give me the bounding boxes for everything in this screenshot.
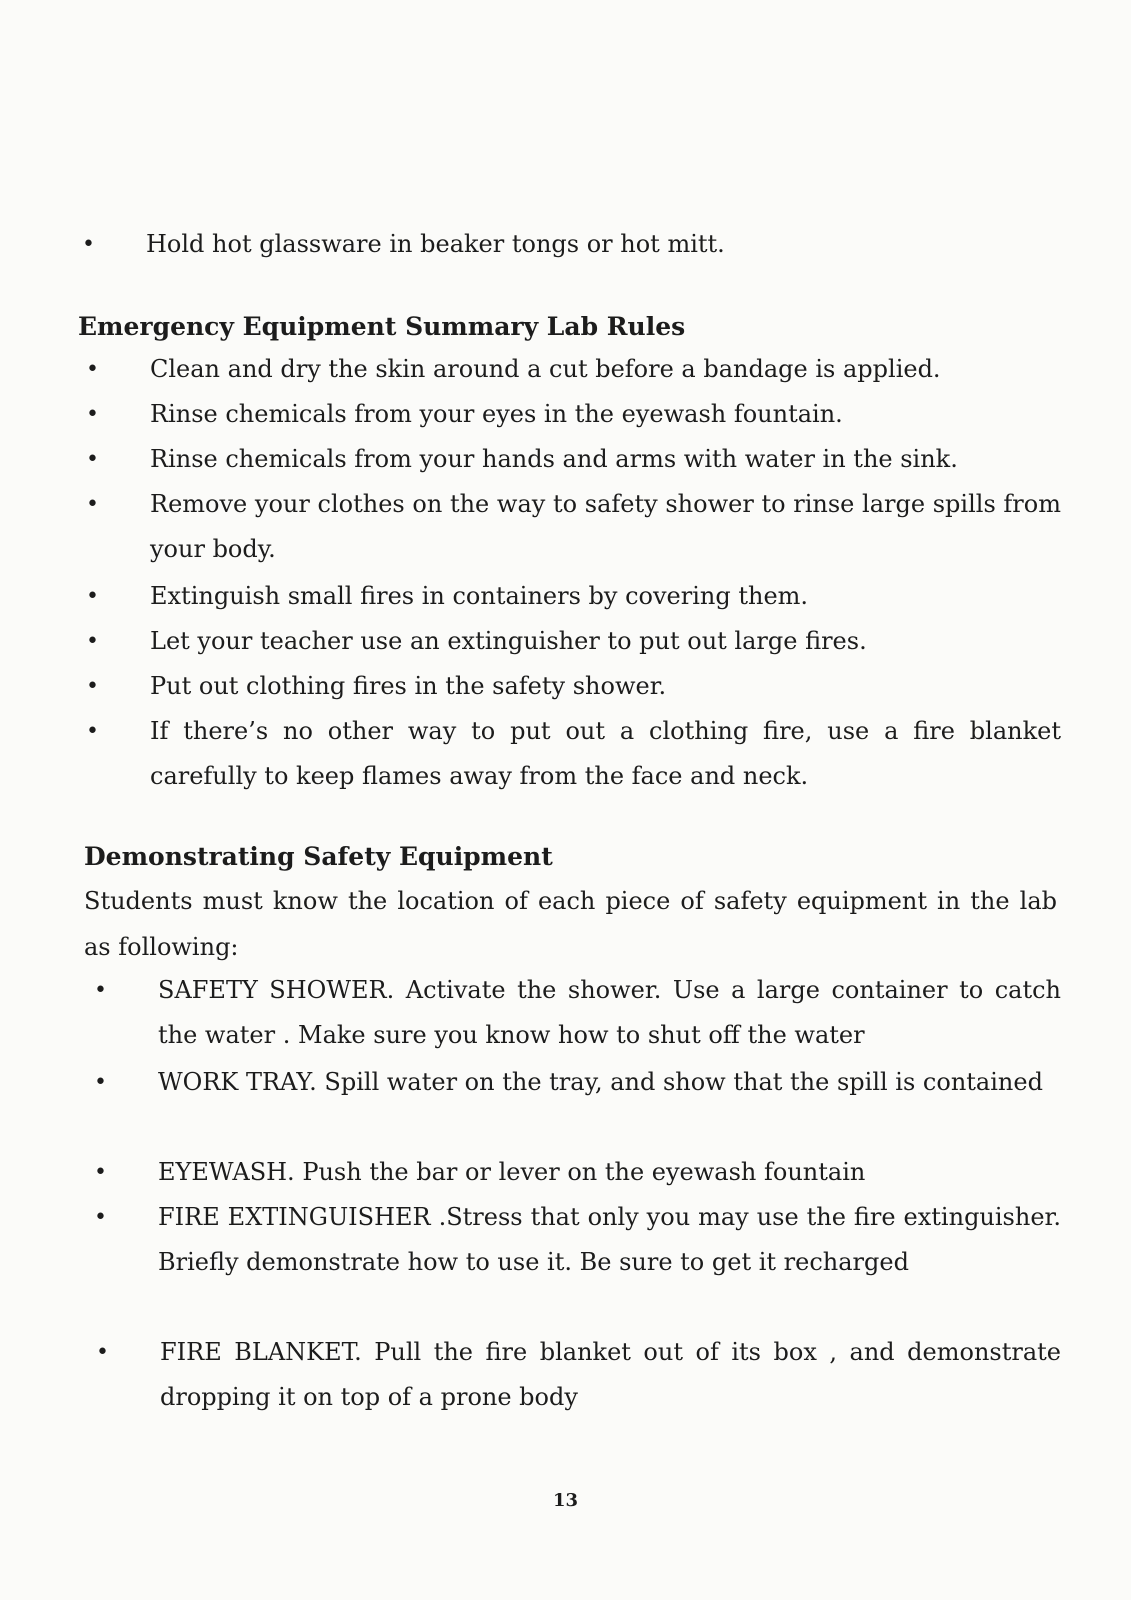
- bullet-icon: •: [82, 232, 95, 257]
- list-item: [78, 709, 1061, 799]
- list-item: [78, 664, 1061, 709]
- bullet-icon: •: [86, 584, 99, 609]
- bullet-icon: •: [94, 1160, 107, 1185]
- list-item-text: Rinse chemicals from your hands and arms with water in the sink.: [150, 445, 958, 473]
- list-item: [86, 968, 1061, 1058]
- list-item: [78, 347, 1061, 392]
- bullet-icon: •: [94, 1070, 107, 1095]
- list-item: [74, 222, 1061, 267]
- bullet-icon: •: [86, 674, 99, 699]
- bullet-icon: •: [94, 978, 107, 1003]
- bullet-icon: •: [86, 492, 99, 517]
- list-item-text: WORK TRAY. Spill water on the tray, and show that the spill is contained: [158, 1068, 1043, 1096]
- list-item-text: Hold hot glassware in beaker tongs or hot mitt.: [146, 230, 725, 258]
- list-item-text: Put out clothing fires in the safety shower.: [150, 672, 667, 700]
- bullet-icon: •: [86, 402, 99, 427]
- section-heading-emergency: Emergency Equipment Summary Lab Rules: [78, 312, 686, 341]
- list-item-text: Rinse chemicals from your eyes in the eyewash fountain.: [150, 400, 843, 428]
- section-intro-paragraph: Students must know the location of each piece of safety equipment in the lab as following:: [84, 887, 1057, 961]
- list-item-text: FIRE BLANKET. Pull the fire blanket out of its box , and demonstrate dropping it on top of a prone body: [160, 1338, 1061, 1411]
- list-item: [78, 392, 1061, 437]
- bullet-icon: •: [86, 357, 99, 382]
- list-item-text: If there’s no other way to put out a clothing fire, use a fire blanket carefully to keep flames away from the face and neck.: [150, 717, 1061, 790]
- bullet-icon: •: [94, 1205, 107, 1230]
- list-item: [78, 619, 1061, 664]
- list-item-text: Extinguish small fires in containers by covering them.: [150, 582, 809, 610]
- list-item-text: SAFETY SHOWER. Activate the shower. Use a large container to catch the water . Make sure you know how to shut off the water: [158, 976, 1061, 1049]
- bullet-icon: •: [86, 719, 99, 744]
- list-item: [88, 1330, 1061, 1420]
- list-item-text: Let your teacher use an extinguisher to put out large fires.: [150, 627, 867, 655]
- bullet-icon: •: [86, 447, 99, 472]
- bullet-icon: •: [96, 1340, 109, 1365]
- list-item-text: EYEWASH. Push the bar or lever on the eyewash fountain: [158, 1158, 866, 1186]
- list-item-text: FIRE EXTINGUISHER .Stress that only you may use the fire extinguisher. Briefly demonstrate how to use it. Be sure to get it recharged: [158, 1203, 1061, 1276]
- list-item: [78, 574, 1061, 619]
- list-item-text: Remove your clothes on the way to safety shower to rinse large spills from your body.: [150, 490, 1061, 563]
- list-item: [86, 1195, 1061, 1285]
- list-item: [86, 1150, 1061, 1195]
- list-item: [86, 1060, 1061, 1105]
- list-item: [78, 437, 1061, 482]
- section-heading-demonstrating: Demonstrating Safety Equipment: [84, 842, 553, 871]
- list-item: [78, 482, 1061, 572]
- bullet-icon: •: [86, 629, 99, 654]
- page-number: 13: [552, 1490, 579, 1511]
- list-item-text: Clean and dry the skin around a cut before a bandage is applied.: [150, 355, 941, 383]
